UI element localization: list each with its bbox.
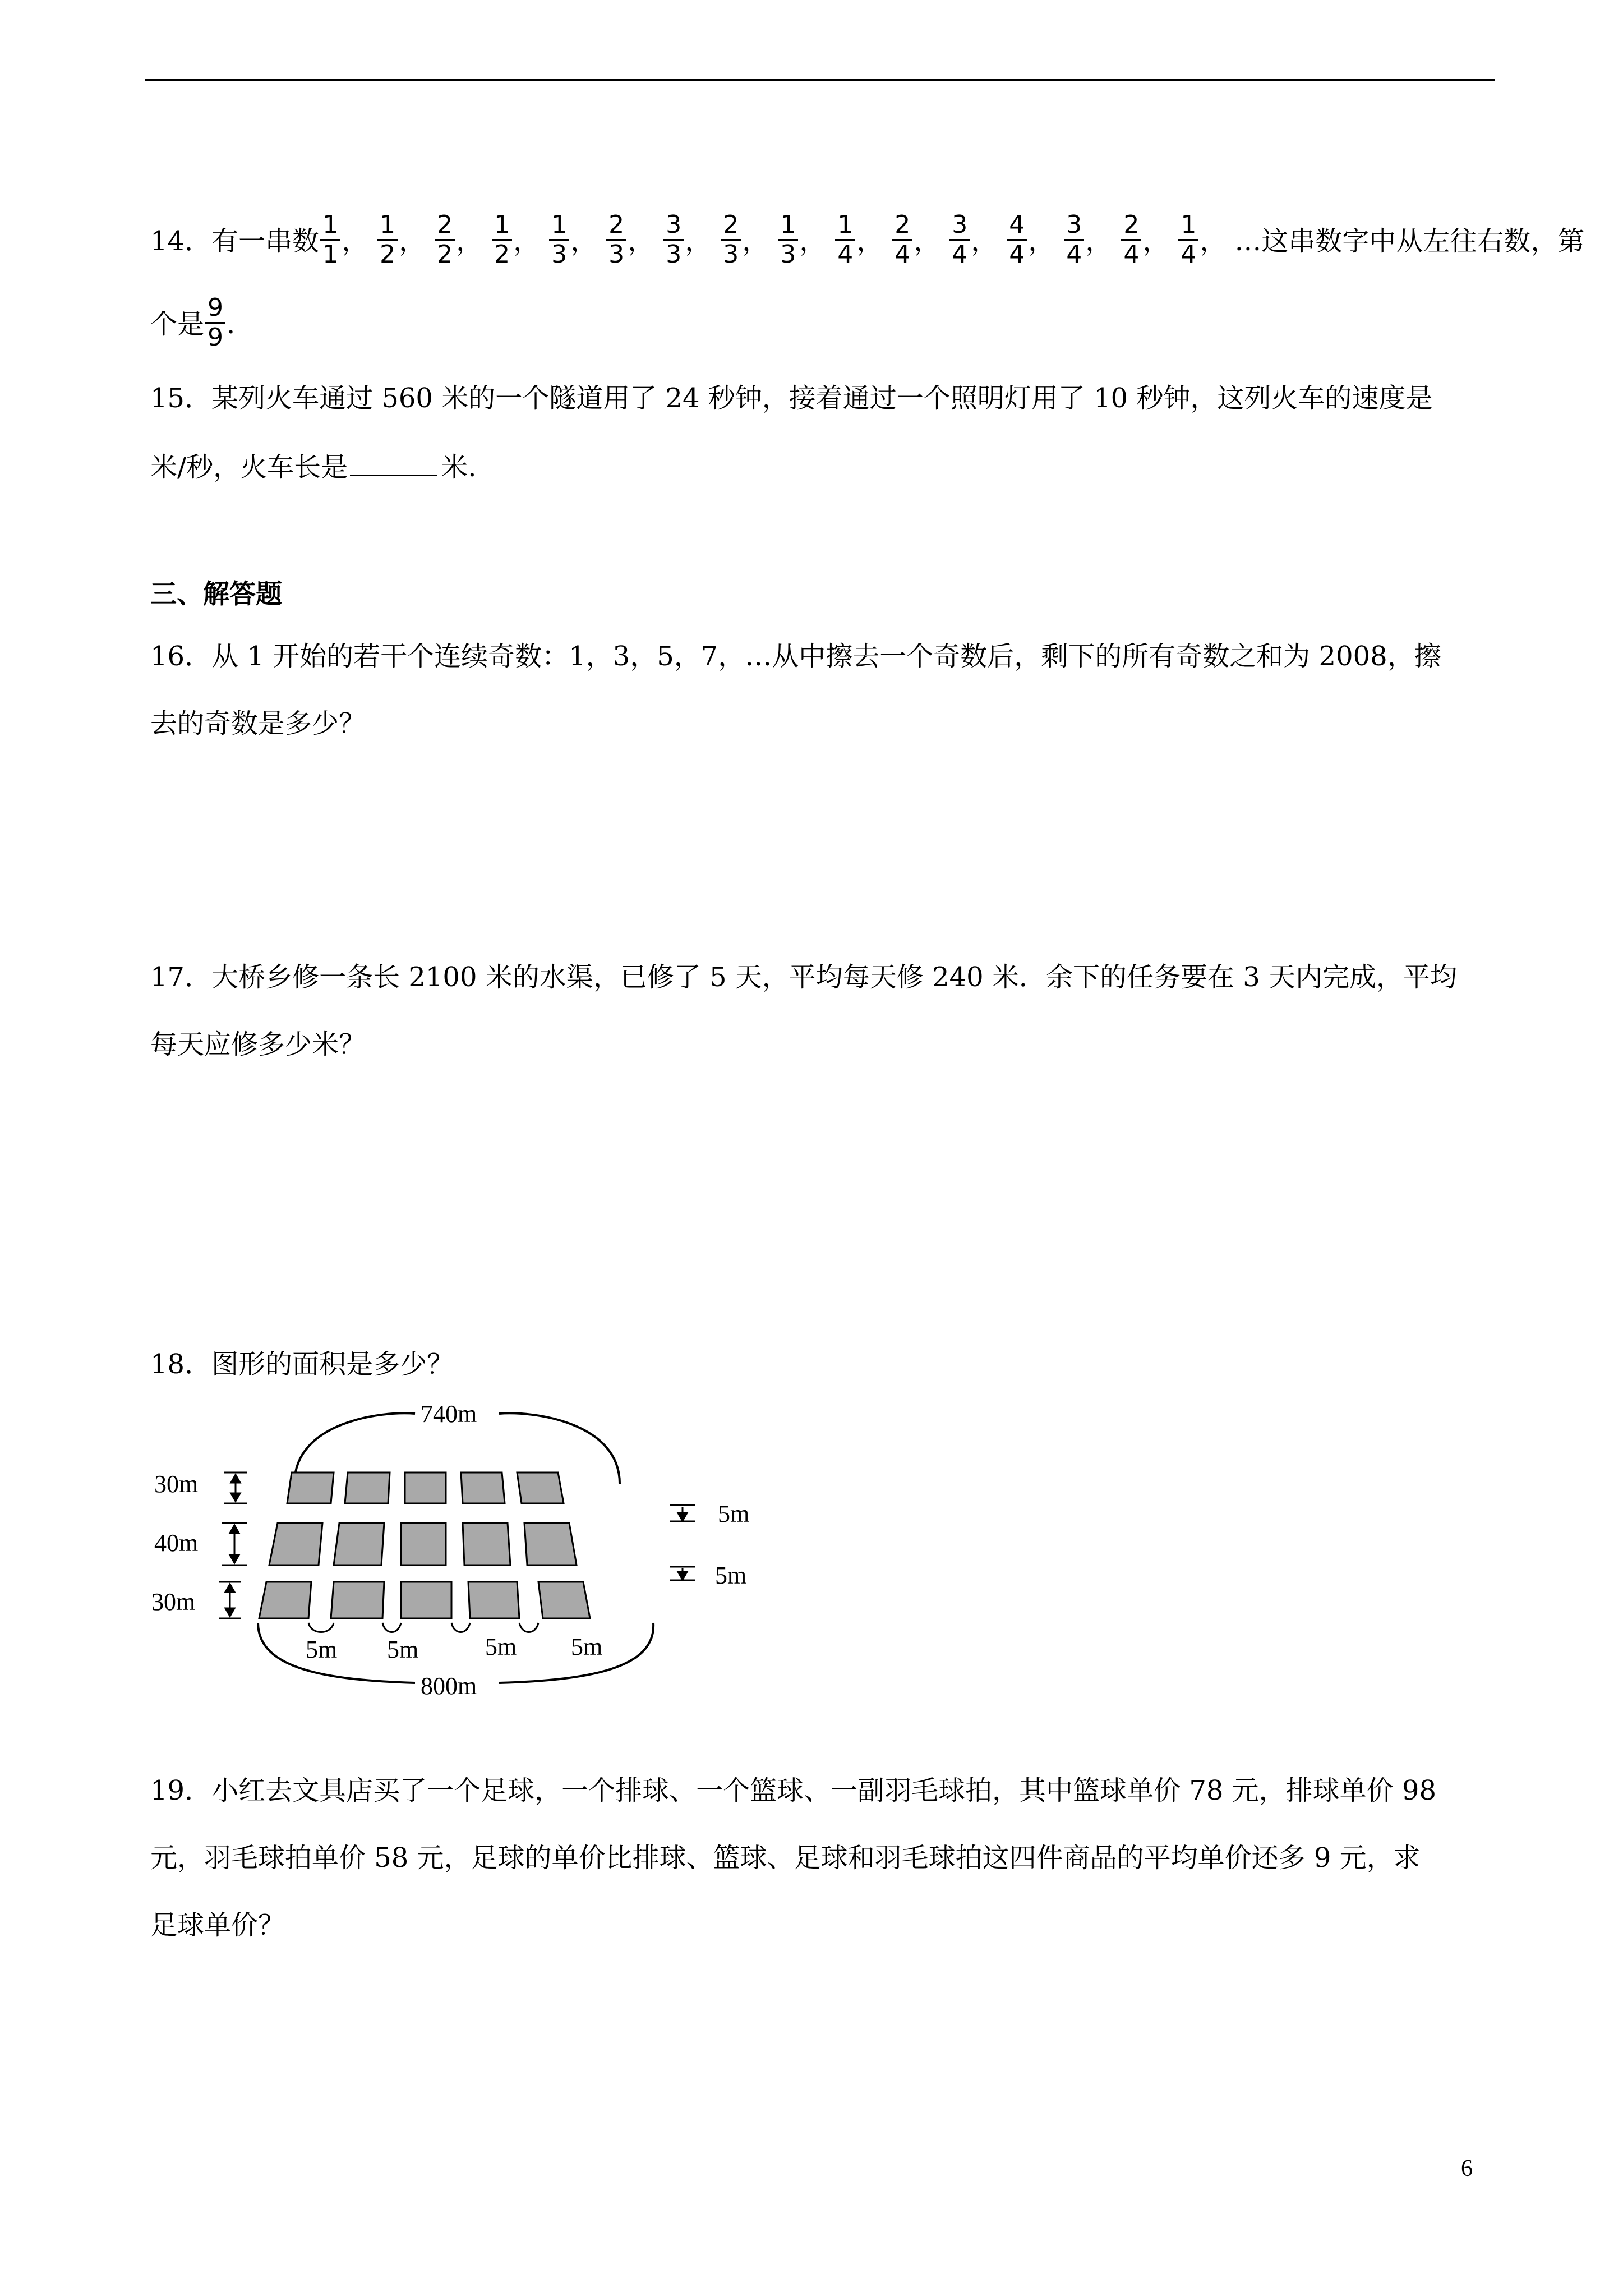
- sequence-fraction: $\frac{2}{3}$: [606, 211, 626, 269]
- bottom-road-brackets: [308, 1623, 538, 1632]
- plots-row-3: [259, 1582, 590, 1618]
- sequence-fraction: $\frac{1}{3}$: [778, 211, 798, 269]
- q18-line1: 18．图形的面积是多少？: [150, 1349, 454, 1380]
- q19-line1: 19．小红去文具店买了一个足球，一个排球、一个篮球、一副羽毛球拍，其中篮球单价 78 元，排球单价 98: [150, 1775, 1437, 1806]
- q16-line1: 16．从 1 开始的若干个连续奇数：1，3，5，7，…从中擦去一个奇数后，剩下的所有奇数之和为 2008，擦: [150, 641, 1441, 672]
- q17-line1: 17．大桥乡修一条长 2100 米的水渠，已修了 5 天，平均每天修 240 米．余下的任务要在 3 天内完成，平均: [150, 961, 1457, 993]
- road-width-label-bottom-2: 5m: [387, 1636, 419, 1663]
- sequence-fraction: $\frac{3}{3}$: [663, 211, 684, 269]
- q14-prefix: 14．有一串数: [150, 226, 320, 257]
- q14-line2-prefix: 个是: [150, 309, 205, 340]
- bottom-width-label: 800m: [421, 1672, 477, 1700]
- q19-line2: 元，羽毛球拍单价 58 元，足球的单价比排球、篮球、足球和羽毛球拍这四件商品的平均单价还多 9 元，求: [150, 1842, 1421, 1874]
- row-height-label-2: 40m: [154, 1529, 199, 1557]
- right-dimension-arrows: [670, 1505, 695, 1580]
- q14-answer-fraction: $\frac{9}{9}$: [205, 294, 225, 352]
- row-height-label-3: 30m: [151, 1588, 196, 1616]
- sequence-fraction: $\frac{2}{2}$: [435, 211, 455, 269]
- q14-fraction-sequence: $\frac{1}{1}$ ， $\frac{1}{2}$ ， $\frac{2}{2}$ ， $\frac{1}{2}$ ， $\frac{1}{3}$ ， $\frac{2}{3}$ ， $\frac{3}{3}$ ， $\frac{2}{3}$ ， $\frac{1}{3}$ ， $\frac{1}{4}$ ， $\frac{2}{4}$ ， $\frac{3}{4}$ ， $\frac{4}{4}$ ， $\frac{3}{4}$ ， $\frac{2}{4}$ ， $\frac{1}{4}$ ，: [319, 226, 1234, 257]
- sequence-fraction: $\frac{1}{2}$: [377, 211, 398, 269]
- q14-line2: [150, 293, 1496, 355]
- q16-line2: 去的奇数是多少？: [150, 708, 366, 739]
- sequence-fraction: $\frac{1}{2}$: [492, 211, 512, 269]
- answer-blank[interactable]: [350, 449, 437, 476]
- field-diagram: [140, 1388, 785, 1708]
- q15-line1: 15．某列火车通过 560 米的一个隧道用了 24 秒钟，接着通过一个照明灯用了 10 秒钟，这列火车的速度是: [150, 383, 1433, 414]
- sequence-fraction: $\frac{3}{4}$: [1064, 211, 1084, 269]
- plots-row-1: [287, 1473, 564, 1503]
- page-number: 6: [1461, 2156, 1473, 2182]
- road-width-label-bottom-4: 5m: [571, 1633, 603, 1660]
- sequence-fraction: $\frac{2}{4}$: [1121, 211, 1141, 269]
- header-rule: [145, 79, 1495, 81]
- plots-row-2: [269, 1523, 577, 1565]
- sequence-fraction: $\frac{4}{4}$: [1007, 211, 1027, 269]
- sequence-fraction: $\frac{2}{4}$: [892, 211, 912, 269]
- q19-line3: 足球单价？: [150, 1910, 285, 1941]
- road-width-label-right-1: 5m: [718, 1500, 750, 1527]
- q17-line2: 每天应修多少米？: [150, 1029, 366, 1060]
- sequence-fraction: $\frac{1}{4}$: [835, 211, 855, 269]
- q14-line1: [150, 210, 1585, 272]
- q15-line2-prefix: 米/秒，火车长是: [150, 452, 348, 483]
- sequence-fraction: $\frac{1}{4}$: [1178, 211, 1198, 269]
- sequence-fraction: $\frac{1}{1}$: [320, 211, 340, 269]
- road-width-label-bottom-3: 5m: [485, 1633, 517, 1660]
- road-width-label-bottom-1: 5m: [306, 1636, 338, 1663]
- q15-line2-suffix: 米.: [441, 452, 477, 483]
- left-dimension-arrows: [219, 1473, 247, 1618]
- road-width-label-right-2: 5m: [715, 1562, 747, 1589]
- row-height-label-1: 30m: [154, 1470, 199, 1498]
- q14-line2-suffix: .: [227, 309, 236, 340]
- sequence-fraction: $\frac{1}{3}$: [549, 211, 569, 269]
- q14-suffix: …这串数字中从左往右数，第: [1234, 226, 1585, 257]
- q15-line2: [150, 449, 1496, 484]
- top-width-label: 740m: [421, 1400, 477, 1428]
- sequence-fraction: $\frac{3}{4}$: [949, 211, 970, 269]
- sequence-fraction: $\frac{2}{3}$: [721, 211, 741, 269]
- section-title: 三、解答题: [150, 579, 282, 610]
